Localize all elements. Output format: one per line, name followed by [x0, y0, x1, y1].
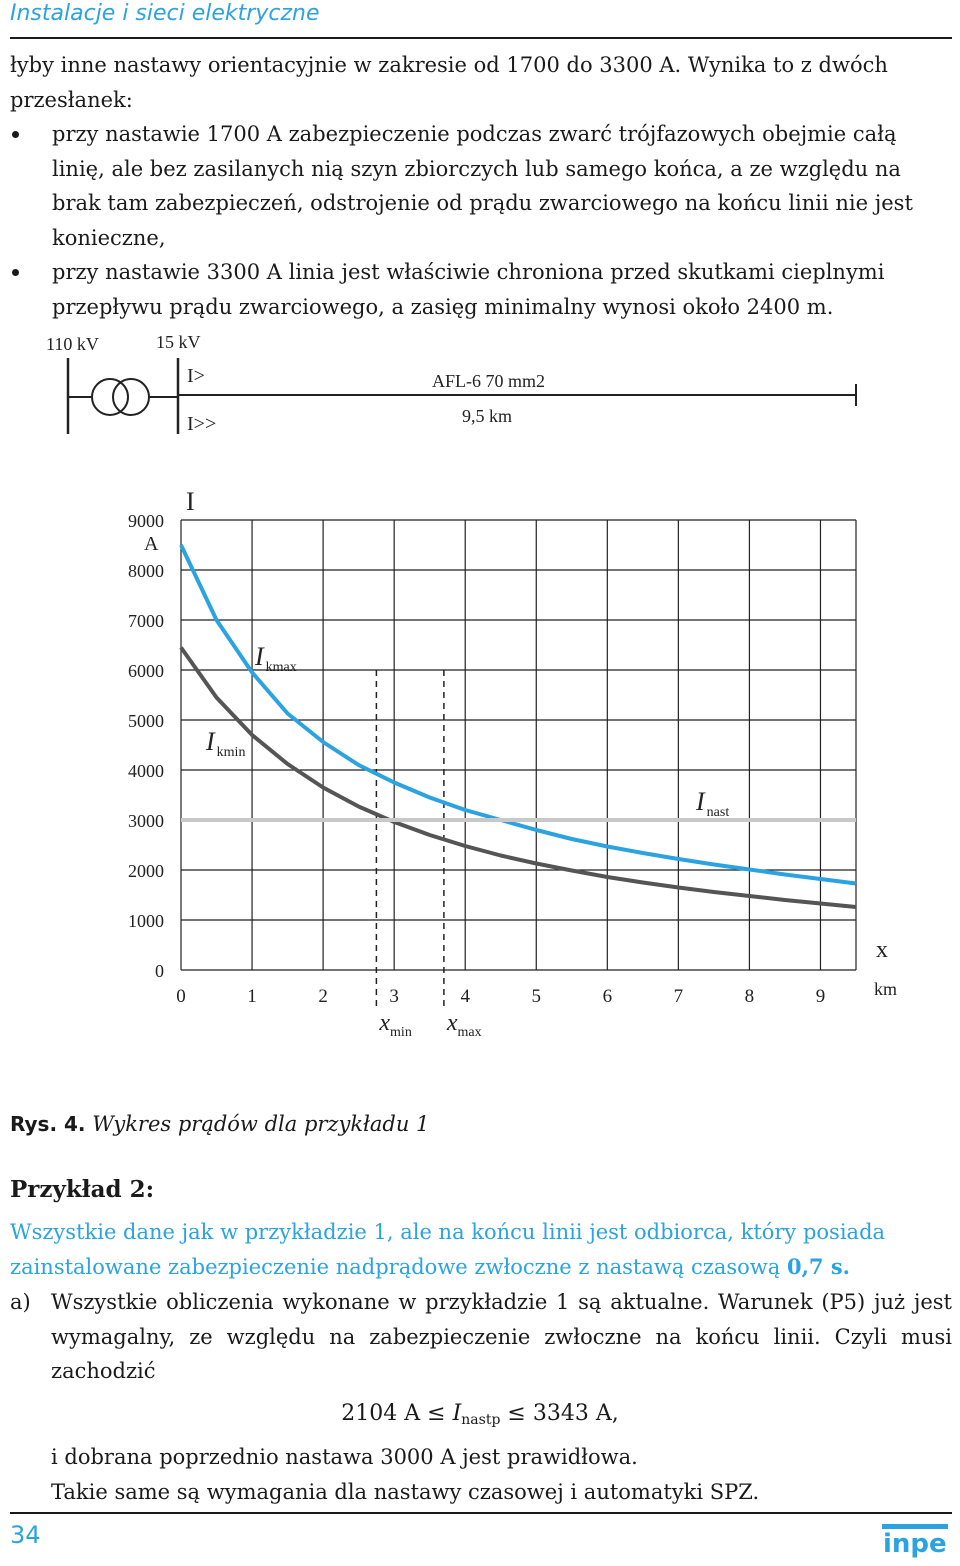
mv-voltage-label: 15 kV — [156, 332, 201, 352]
transformer-winding-1 — [92, 379, 128, 415]
inpe-logo — [880, 1518, 952, 1558]
footer-rule — [10, 1512, 952, 1514]
example-heading: Przykład 2: — [10, 1176, 155, 1203]
formula-right: ≤ 3343 A, — [500, 1401, 619, 1426]
x-tick-label: 1 — [247, 986, 257, 1007]
transformer-winding-2 — [113, 379, 149, 415]
example-description — [10, 1215, 952, 1284]
x-tick-label: 0 — [176, 986, 186, 1007]
y-tick-label: 7000 — [128, 611, 164, 631]
caption-text: Wykres prądów dla przykładu 1 — [92, 1112, 430, 1136]
hv-voltage-label: 110 kV — [46, 334, 99, 354]
series-label-ikmax: I $_{kmax}$ — [255, 642, 297, 675]
relay-label-overcurrent: I> — [187, 365, 205, 387]
x-tick-label: 5 — [531, 986, 542, 1007]
xmax-subscript: max — [457, 1025, 482, 1040]
figure-caption — [10, 1107, 429, 1141]
intro-bullets — [10, 117, 952, 324]
y-tick-label: 8000 — [128, 561, 164, 581]
xmax-label: $x_{max}$ — [446, 1010, 482, 1040]
y-axis-unit: A — [144, 533, 159, 555]
x-axis-title: x — [876, 937, 888, 963]
chart-markers — [376, 670, 444, 1010]
formula-left: 2104 A ≤ — [341, 1401, 453, 1426]
bullet-item: przy nastawie 1700 A zabezpieczenie podczas zwarć trójfazowych obejmie całą linię, ale bez zasilanych nią szyn zbiorczych lub samego końca, a ze względu na brak tam zabezpieczeń, odstrojenie od prądu zwarciowego na końcu linii nie jest konieczne, — [10, 117, 952, 255]
logo-text: inpe — [883, 1529, 947, 1558]
conclusion-line-2: Takie same są wymagania dla nastawy czasowej i automatyki SPZ. — [51, 1480, 760, 1504]
line-type-label: AFL-6 70 mm2 — [432, 371, 546, 391]
item-marker: a) — [10, 1290, 31, 1314]
series-line-ikmax — [181, 545, 856, 884]
series-label-ikmin: I $_{kmin}$ — [206, 727, 246, 760]
x-axis-unit: km — [874, 979, 898, 999]
y-axis-title: I — [186, 487, 195, 516]
y-tick-label: 6000 — [128, 661, 164, 681]
x-tick-label: 3 — [389, 986, 399, 1007]
caption-label: Rys. 4. — [10, 1112, 86, 1136]
x-tick-label: 9 — [815, 986, 826, 1007]
y-tick-label: 4000 — [128, 761, 164, 781]
x-tick-label: 8 — [744, 986, 755, 1007]
list-item-a — [10, 1285, 952, 1389]
y-tick-label: 1000 — [128, 911, 164, 931]
example-description-text: Wszystkie dane jak w przykładzie 1, ale na końcu linii jest odbiorca, który posiada zainstalowane zabezpieczenie nadprądowe zwłoczne z nastawą czasową — [10, 1220, 886, 1279]
intro-paragraph: łyby inne nastawy orientacyjnie w zakresie od 1700 do 3300 A. Wynika to z dwóch przesłanek: — [10, 53, 888, 112]
running-header: Instalacje i sieci elektryczne — [10, 1, 320, 26]
series-label-subscript: nast — [706, 805, 730, 820]
current-chart — [0, 470, 960, 1050]
chart-series — [181, 545, 856, 907]
formula-variable: I — [452, 1401, 462, 1426]
item-text: Wszystkie obliczenia wykonane w przykładzie 1 są aktualne. Warunek (P5) już jest wymagalny, ze względu na zabezpieczenie zwłoczne na końcu linii. Czyli musi zachodzić — [51, 1290, 952, 1383]
xmin-label: $x_{min}$ — [379, 1010, 412, 1040]
inequality-formula — [0, 1397, 960, 1437]
header-rule — [10, 37, 952, 39]
chart-labels — [205, 642, 729, 1040]
conclusion-line-1: i dobrana poprzednio nastawa 3000 A jest prawidłowa. — [51, 1445, 638, 1469]
bullet-item: przy nastawie 3300 A linia jest właściwie chroniona przed skutkami cieplnymi przepływu prądu zwarciowego, a zasięg minimalny wynosi około 2400 m. — [10, 255, 952, 324]
y-tick-label: 2000 — [128, 861, 164, 881]
formula-subscript: nastp — [461, 1412, 501, 1428]
line-length-label: 9,5 km — [462, 406, 513, 426]
y-tick-label: 3000 — [128, 811, 164, 831]
relay-label-instantaneous: I>> — [187, 413, 217, 435]
y-tick-label: 9000 — [128, 511, 164, 531]
x-tick-label: 6 — [602, 986, 613, 1007]
time-setting-value: 0,7 s. — [786, 1253, 850, 1279]
chart-grid — [181, 520, 856, 970]
series-label-subscript: kmin — [216, 745, 246, 760]
network-diagram — [0, 330, 960, 440]
xmin-subscript: min — [390, 1025, 412, 1040]
x-tick-label: 2 — [318, 986, 328, 1007]
y-tick-label: 0 — [155, 961, 164, 981]
series-line-ikmin — [181, 648, 856, 908]
y-tick-label: 5000 — [128, 711, 164, 731]
x-tick-label: 4 — [460, 986, 470, 1007]
x-tick-label: 7 — [673, 986, 684, 1007]
series-label-subscript: kmax — [265, 660, 297, 675]
page-number: 34 — [10, 1521, 41, 1549]
series-label-inast: I $_{nast}$ — [696, 787, 730, 820]
